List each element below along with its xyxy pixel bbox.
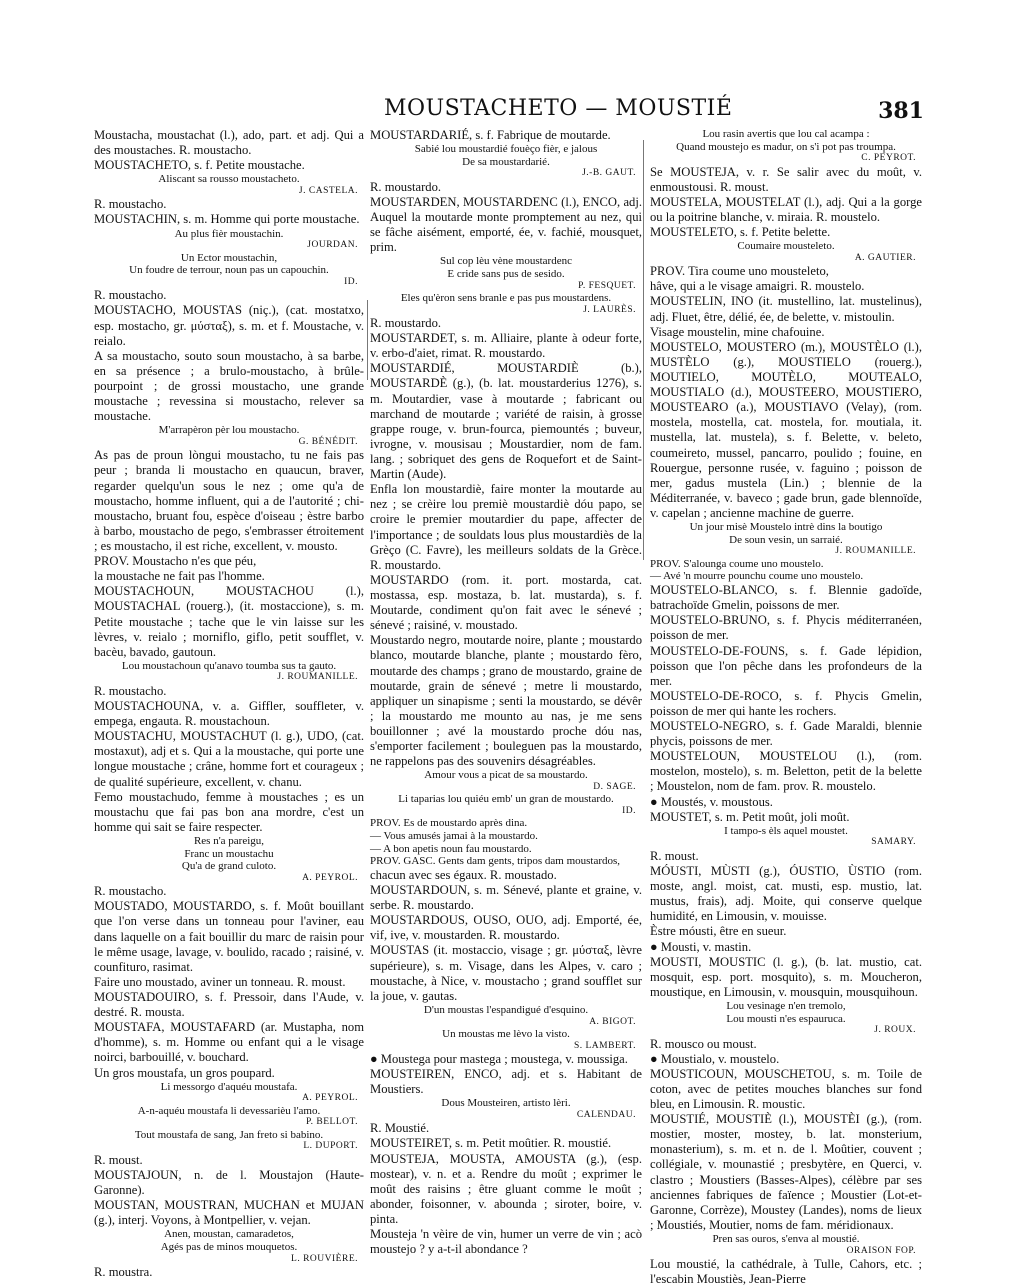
quotation-line: A-n-aquéu moustafa li devessarièu l'amo. (137, 1104, 321, 1117)
proverb-line: PROV. Es de moustardo après dina. (370, 817, 528, 830)
entry-paragraph: R. Moustié. (370, 1121, 430, 1136)
entry-paragraph: ● Moustega pour mastega ; moustega, v. moussiga. (370, 1051, 628, 1066)
quotation-line: Sul cop lèu vène moustardenc (440, 255, 572, 268)
entry-paragraph: MOUSTACHU, MOUSTACHUT (l. g.), UDO, (cat. mostaxut), adj et s. Qui a la moustache, qui porte une longue moustache ; crâne, homme fort et courageux ; de qualité supérieure, excellent, v. chanu. (94, 729, 364, 789)
entry-paragraph: MOUSTAS (it. mostaccio, visage ; gr. μύσταξ, lèvre supérieure), s. m. Visage, dans les Alpes, v. caro ; moustache, à Nice, v. moustacho ; grand soufflet sur la joue, v. gautas. (370, 943, 642, 1003)
entry-paragraph: Faire uno moustado, aviner un tonneau. R. moust. (94, 974, 346, 989)
author-attribution: A. BIGOT. (589, 1016, 636, 1027)
column-right (650, 128, 922, 1287)
quotation-line: Pren sas ouros, s'enva al moustié. (712, 1233, 860, 1246)
column-middle (370, 128, 642, 1257)
entry-paragraph: Un gros moustafa, un gros poupard. (94, 1065, 275, 1080)
entry-paragraph: R. moustacho. (94, 288, 167, 303)
quotation-line: Li messorgo d'aquéu moustafa. (160, 1080, 298, 1093)
quotation-line: Eles qu'èron sens branle e pas pus moustardens. (400, 292, 612, 304)
proverb-line: PROV. S'alounga coume uno moustelo. (650, 557, 824, 570)
quotation-line: Un Ector moustachin, (180, 251, 278, 264)
author-attribution: J. ROUMANILLE. (835, 546, 916, 557)
entry-paragraph: Moustacha, moustachat (l.), ado, part. et adj. Qui a des moustaches. R. moustacho. (94, 128, 364, 158)
entry-paragraph: MOUSTARDEN, MOUSTARDENC (l.), ENCO, adj. Auquel la moutarde monte promptement au nez, qui se fâche aisément, emporté, ée, v. fachié, mousquet, prim. (370, 194, 642, 255)
entry-paragraph: MOUSTACHOUN, MOUSTACHOU (l.), MOUSTACHAL (rouerg.), (it. mostaccione), s. m. Petite moustache ; tache que le vin laisse sur les lèvres, v. reialo ; morniflo, giflo, petit soufflet, v. bacèu, bavado, gautoun. (94, 584, 364, 659)
author-attribution: JOURDAN. (307, 240, 358, 251)
page-header (94, 96, 924, 126)
quotation-line: Au plus fièr moustachin. (174, 227, 284, 240)
entry-paragraph: MOUSTAN, MOUSTRAN, MUCHAN et MUJAN (g.), interj. Voyons, à Montpellier, v. vejan. (94, 1198, 364, 1228)
author-attribution: SAMARY. (871, 837, 916, 848)
proverb-line: — Avé 'n mourre pounchu coume uno moustelo. (650, 570, 864, 583)
entry-paragraph: R. mousco ou moust. (650, 1036, 757, 1051)
author-attribution: ID. (622, 805, 636, 816)
quotation-line: Qu'a de grand culoto. (181, 860, 277, 873)
entry-paragraph: MOUSTELO-DE-FOUNS, s. f. Gade lépidion, poisson que l'on pêche dans les profondeurs de la mer. (650, 643, 922, 688)
author-attribution: J.-B. GAUT. (582, 168, 636, 179)
author-attribution: G. BÉNÉDIT. (298, 436, 358, 447)
author-attribution: ID. (344, 276, 358, 287)
entry-paragraph: MOUSTELO-DE-ROCO, s. f. Phycis Gmelin, poisson de mer qui hante les rochers. (650, 688, 922, 718)
proverb-line: — A bon apetis noun fau moustardo. (370, 842, 532, 855)
author-attribution: J. ROUX. (874, 1025, 916, 1036)
author-attribution: P. BELLOT. (305, 1117, 358, 1128)
entry-paragraph: Èstre móusti, être en sueur. (650, 924, 787, 939)
entry-paragraph: ● Mousti, v. mastin. (650, 939, 752, 954)
column-rule-middle (643, 140, 644, 560)
entry-paragraph: R. moustardo. (370, 179, 442, 194)
entry-paragraph: Enfla lon moustardiè, faire monter la moutarde au nez ; se crèire lou premiè moustardiè dóu papo, se croire le premier moutardier du pape, affecter de l'importance ; de souldats lous plus moustardiès de la Grèço (C. Favre), les meilleurs soldats de la Grèce. R. moustardo. (370, 482, 642, 572)
entry-paragraph: MOUSTARDOUS, OUSO, OUO, adj. Emporté, ée, vif, ive, v. moustarden. R. moustardo. (370, 913, 642, 943)
entry-paragraph: MOUSTET, s. m. Petit moût, joli moût. (650, 809, 850, 824)
quotation-line: Coumaire mousteleto. (737, 240, 835, 253)
entry-paragraph: chacun avec ses égaux. R. moustado. (370, 867, 557, 882)
entry-paragraph: MOUSTAJOUN, n. de l. Moustajon (Haute-Garonne). (94, 1167, 364, 1197)
entry-paragraph: MOUSTACHO, MOUSTAS (niç.), (cat. mostatxo, esp. mostacho, gr. μύσταξ), s. m. et f. Moustache, v. reialo. (94, 303, 364, 348)
entry-paragraph: MOUSTELA, MOUSTELAT (l.), adj. Qui a la gorge ou la poitrine blanche, v. miraia. R. moustelo. (650, 194, 922, 224)
author-attribution: A. GAUTIER. (854, 252, 916, 263)
quotation-line: De soun vesin, un sarraié. (729, 533, 843, 546)
entry-paragraph: R. moustardo. (370, 316, 442, 331)
entry-paragraph: R. moustacho. (94, 884, 167, 899)
quotation-line: Un foudre de terrour, noun pas un capouchin. (129, 264, 329, 277)
quotation-line: Dous Mousteiren, artisto lèri. (441, 1097, 571, 1110)
entry-paragraph: MOUSTI, MOUSTIC (l. g.), (b. lat. mustio, cat. mosquit, esp. port. mosquito), s. m. Moucheron, moustique, en Limousin, v. mousquin, mousquihoun. (650, 954, 922, 999)
entry-paragraph: MOUSTADOUIRO, s. f. Pressoir, dans l'Aude, v. destré. R. mousta. (94, 990, 364, 1020)
entry-paragraph: MOUSTADO, MOUSTARDO, s. f. Moût bouillant que l'on verse dans un tonneau pour l'aviner, eau dans laquelle on a fait bouillir du marc de raisin pour le même usage, lavage, v. boulido, racado ; raisiné, v. counfituro, rasimat. (94, 899, 364, 974)
entry-paragraph: MOUSTIÉ, MOUSTIÈ (l.), MOUSTÈI (g.), (rom. mostier, moster, mostey, b. lat. monsterium, monasterium), s. m. et n. de l. Moûtier, couvent ; collégiale, v. mounastié ; presbytère, en Querci, v. clastro ; Moustiers (Basses-Alpes), célèbre par ses anciennes fabriques de faïence ; Moustier (Lot-et-Garonne, Corrèze), Moustey (Landes), noms de lieux ; Moustiés, Moutier, noms de fam. méridionaux. (650, 1112, 922, 1232)
author-attribution: ORAISON FOP. (846, 1245, 916, 1256)
quotation-line: Un moustas me lèvo la visto. (442, 1027, 570, 1040)
entry-paragraph: Moustardo negro, moutarde noire, plante ; moustardo blanco, moutarde blanche, plante ; moustardo fèro, moutarde des champs ; grano de moustardo, graine de moutarde, grain de sénevé ; metre li moustardo, appliquer un sinapisme ; senti la moustardo, se dévêr ; la moustardo me mounto au nas, je me sens bouillonner ; avé la moustardo proche dóu nas, s'emporter facilement ; bouleguen pas la moustardo, ne rappelons pas des souvenirs désagréables. (370, 633, 642, 769)
author-attribution: J. CASTELA. (298, 185, 358, 196)
entry-paragraph: MOUSTELO-BLANCO, s. f. Blennie gadoïde, batrachoïde Gmelin, poissons de mer. (650, 583, 922, 613)
quotation-line: Lou rasin avertis que lou cal acampa : (702, 128, 870, 140)
proverb-line: PROV. GASC. Gents dam gents, tripos dam moustardos, (370, 855, 621, 868)
author-attribution: P. FESQUET. (578, 280, 636, 291)
quotation-line: Anen, moustan, camaradetos, (164, 1228, 294, 1241)
quotation-line: Quand moustejo es madur, on s'i pot pas troumpa. (676, 140, 896, 153)
author-attribution: J. LAURÈS. (583, 304, 636, 315)
quotation-line: Li taparias lou quiéu emb' un gran de moustardo. (398, 793, 614, 806)
entry-paragraph: PROV. Tira coume uno mousteleto, (650, 264, 829, 279)
entry-paragraph: MOUSTELOUN, MOUSTELOU (l.), (rom. mostelon, mostelo), s. m. Beletton, petit de la belette ; Moustelon, nom de fam. prov. R. moustelo. (650, 749, 922, 794)
quotation-line: Lou mousti n'es espauruca. (726, 1012, 846, 1025)
column-rule-left (367, 300, 368, 380)
entry-paragraph: MOUSTELIN, INO (it. mustellino, lat. mustelinus), adj. Fluet, être, délié, ée, de belette, v. mistoulin. (650, 294, 922, 324)
entry-paragraph: ● Moustialo, v. moustelo. (650, 1051, 780, 1066)
entry-paragraph: MOUSTARDET, s. m. Alliaire, plante à odeur forte, v. erbo-d'aiet, rimat. R. moustardo. (370, 331, 642, 361)
entry-paragraph: Visage moustelin, mine chafouine. (650, 324, 825, 339)
entry-paragraph: MOUSTACHOUNA, v. a. Giffler, souffleter, v. empega, engauta. R. moustachoun. (94, 698, 364, 729)
author-attribution: A. PEYROL. (302, 872, 358, 883)
entry-paragraph: MOUSTICOUN, MOUSCHETOU, s. m. Toile de coton, avec de petites mouches blanches sur fond bleu, en Limousin. R. moustic. (650, 1066, 922, 1112)
column-left (94, 128, 364, 1280)
author-attribution: J. ROUMANILLE. (277, 672, 358, 683)
quotation-line: Lou vesinage n'en tremolo, (726, 999, 846, 1012)
quotation-line: Franc un moustachu (184, 847, 274, 860)
entry-paragraph: Lou moustié, la cathédrale, à Tulle, Cahors, etc. ; l'escabin Moustiès, Jean-Pierre (650, 1257, 922, 1287)
author-attribution: L. ROUVIÈRE. (291, 1253, 358, 1264)
entry-paragraph: MOUSTEIRET, s. m. Petit moûtier. R. moustié. (370, 1136, 612, 1151)
author-attribution: C. PEYROT. (861, 153, 916, 164)
quotation-line: Lou moustachoun qu'anavo toumba sus ta gauto. (121, 659, 337, 672)
entry-paragraph: MOUSTACHETO, s. f. Petite moustache. (94, 158, 305, 173)
quotation-line: Aliscant sa rousso moustacheto. (158, 173, 300, 186)
entry-paragraph: PROV. Moustacho n'es que péu, (94, 554, 257, 569)
quotation-line: Amour vous a picat de sa moustardo. (424, 769, 588, 782)
entry-paragraph: ● Moustés, v. moustous. (650, 794, 773, 809)
proverb-line: — Vous amusés jamai à la moustardo. (370, 830, 538, 843)
entry-paragraph: MOUSTARDARIÉ, s. f. Fabrique de moutarde. (370, 128, 611, 142)
quotation-line: De sa moustardarié. (462, 155, 550, 168)
entry-paragraph: MOUSTACHIN, s. m. Homme qui porte moustache. (94, 212, 360, 227)
entry-paragraph: Femo moustachudo, femme à moustaches ; es un moustachu que fai pas bon ana mordre, c'est un homme qui sait se faire respecter. (94, 789, 364, 834)
entry-paragraph: MOUSTARDOUN, s. m. Sénevé, plante et graine, v. serbe. R. moustardo. (370, 883, 642, 913)
author-attribution: S. LAMBERT. (573, 1040, 636, 1051)
entry-paragraph: MOUSTEIREN, ENCO, adj. et s. Habitant de Moustiers. (370, 1067, 642, 1097)
quotation-line: Tout moustafa de sang, Jan freto si babino. (134, 1128, 324, 1141)
entry-paragraph: Mousteja 'n vèire de vin, humer un verre de vin ; acò moustejo ? y a-t-il abondance ? (370, 1227, 642, 1257)
entry-paragraph: R. moustra. (94, 1265, 153, 1279)
entry-paragraph: R. moustacho. (94, 683, 167, 698)
entry-paragraph: MOUSTELETO, s. f. Petite belette. (650, 225, 831, 240)
entry-paragraph: MOUSTARDIÉ, MOUSTARDIÈ (b.), MOUSTARDÈ (g.), (b. lat. moustarderius 1276), s. m. Moutardier, vase à moutarde ; fabricant ou marchand de moutarde ; variété de raisin, à grosse grappe rouge, v. brun-fourca, piemountés ; buveur, ivrogne, v. mousisau ; Moustardier, nom de fam. lang. ; sobriquet des gens de Roquefort et de Saint-Martin (Aude). (370, 361, 642, 482)
entry-paragraph: MOUSTELO-NEGRO, s. f. Gade Maraldi, blennie phycis, poissons de mer. (650, 719, 922, 749)
page-number: 381 (878, 98, 924, 124)
quotation-line: M'arrapèron pèr lou moustacho. (158, 424, 300, 437)
quotation-line: Res n'a pareigu, (193, 834, 265, 847)
entry-paragraph: la moustache ne fait pas l'homme. (94, 569, 265, 584)
entry-paragraph: R. moustacho. (94, 197, 167, 212)
quotation-line: Agés pas de minos mouquetos. (160, 1240, 298, 1253)
entry-paragraph: R. moust. (94, 1152, 143, 1167)
quotation-line: Sabié lou moustardié fouèço fièr, e jalous (414, 143, 598, 156)
entry-paragraph: MOUSTAFA, MOUSTAFARD (ar. Mustapha, nom d'homme), s. m. Homme ou enfant qui a le visage noirci, barbouillé, v. bouchard. (94, 1020, 364, 1065)
entry-paragraph: MÓUSTI, MÙSTI (g.), ÓUSTIO, ÙSTIO (rom. moste, angl. moist, cat. musti, esp. mustio, lat. mustus, frais), adj. Moite, qui conserve quelque humidité, en Limousin, v. mouisse. (650, 863, 922, 924)
entry-paragraph: MOUSTELO-BRUNO, s. f. Phycis méditerranéen, poisson de mer. (650, 613, 922, 643)
entry-paragraph: A sa moustacho, souto soun moustacho, à sa barbe, en sa présence ; a brulo-moustacho, à brûle-pourpoint ; de grossi moustacho, une grande moustache ; revessina si moustacho, relever sa moustache. (94, 348, 364, 424)
quotation-line: E cride sans pus de sesido. (447, 267, 565, 280)
entry-paragraph: As pas de proun lòngui moustacho, tu ne fais pas peur ; branda li moustacho en quaucun, braver, regarder quelqu'un sous le nez ; ome qu'a de moustacho, homme influent, qui a de l'autorité ; chi-moustacho, bruant fou, espèce d'oiseau ; èstre barbo à barbo, moustacho de pego, s'embrasser étroitement ; es moustacho, il est riche, excellent, v. mousto. (94, 448, 364, 553)
author-attribution: D. SAGE. (593, 781, 636, 792)
author-attribution: A. PEYROL. (302, 1093, 358, 1104)
quotation-line: D'un moustas l'espandigué d'esquino. (423, 1003, 589, 1016)
entry-paragraph: MOUSTARDO (rom. it. port. mostarda, cat. mostassa, esp. mostaza, b. lat. mustarda), s. f. Moutarde, condiment qu'on fait avec le sénevé ; sénevé ; raisiné, v. moustado. (370, 572, 642, 633)
running-head: MOUSTACHETO — MOUSTIÉ (384, 96, 733, 121)
author-attribution: CALENDAU. (576, 1109, 636, 1120)
quotation-line: I tampo-s èls aquel moustet. (724, 824, 848, 837)
entry-paragraph: hâve, qui a le visage amaigri. R. moustelo. (650, 279, 865, 294)
author-attribution: L. DUPORT. (303, 1141, 358, 1152)
entry-paragraph: R. moust. (650, 848, 699, 863)
entry-paragraph: MOUSTEJA, MOUSTA, AMOUSTA (g.), (esp. mostear), v. n. et a. Rendre du moût ; exprimer le moût des raisins ; être gluant comme le moût ; abonder, foisonner, v. abounda ; siroter, boire, v. pinta. (370, 1151, 642, 1226)
quotation-line: Un jour misè Moustelo intrè dins la boutigo (689, 521, 883, 534)
entry-paragraph: MOUSTELO, MOUSTERO (m.), MOUSTÈLO (l.), MUSTÈLO (g.), MOUSTIELO (rouerg.), MOUTIELO, MOUTÈLO, MOUTEALO, MOUSTIALO (d.), MOUSTEERO, MOUSTIERO, MOUSTEARO (a.), MOUSTIAVO (Velay), (rom. mostela, mostella, cat. mostela, for. moutiala, it. mustella, lat. mustela), s. f. Belette, v. beleto, coumeireto, mussel, pancarro, poulido ; fouine, en Rouergue, personne rusée, v. faguino ; poisson de mer, gadus mustela (Lin.) ; blennie de la Méditerranée, v. baveco ; gade brun, gade blennoïde, v. capelan ; ancienne machine de guerre. (650, 339, 922, 520)
entry-paragraph: Se MOUSTEJA, v. r. Se salir avec du moût, v. enmoustousi. R. moust. (650, 164, 922, 194)
